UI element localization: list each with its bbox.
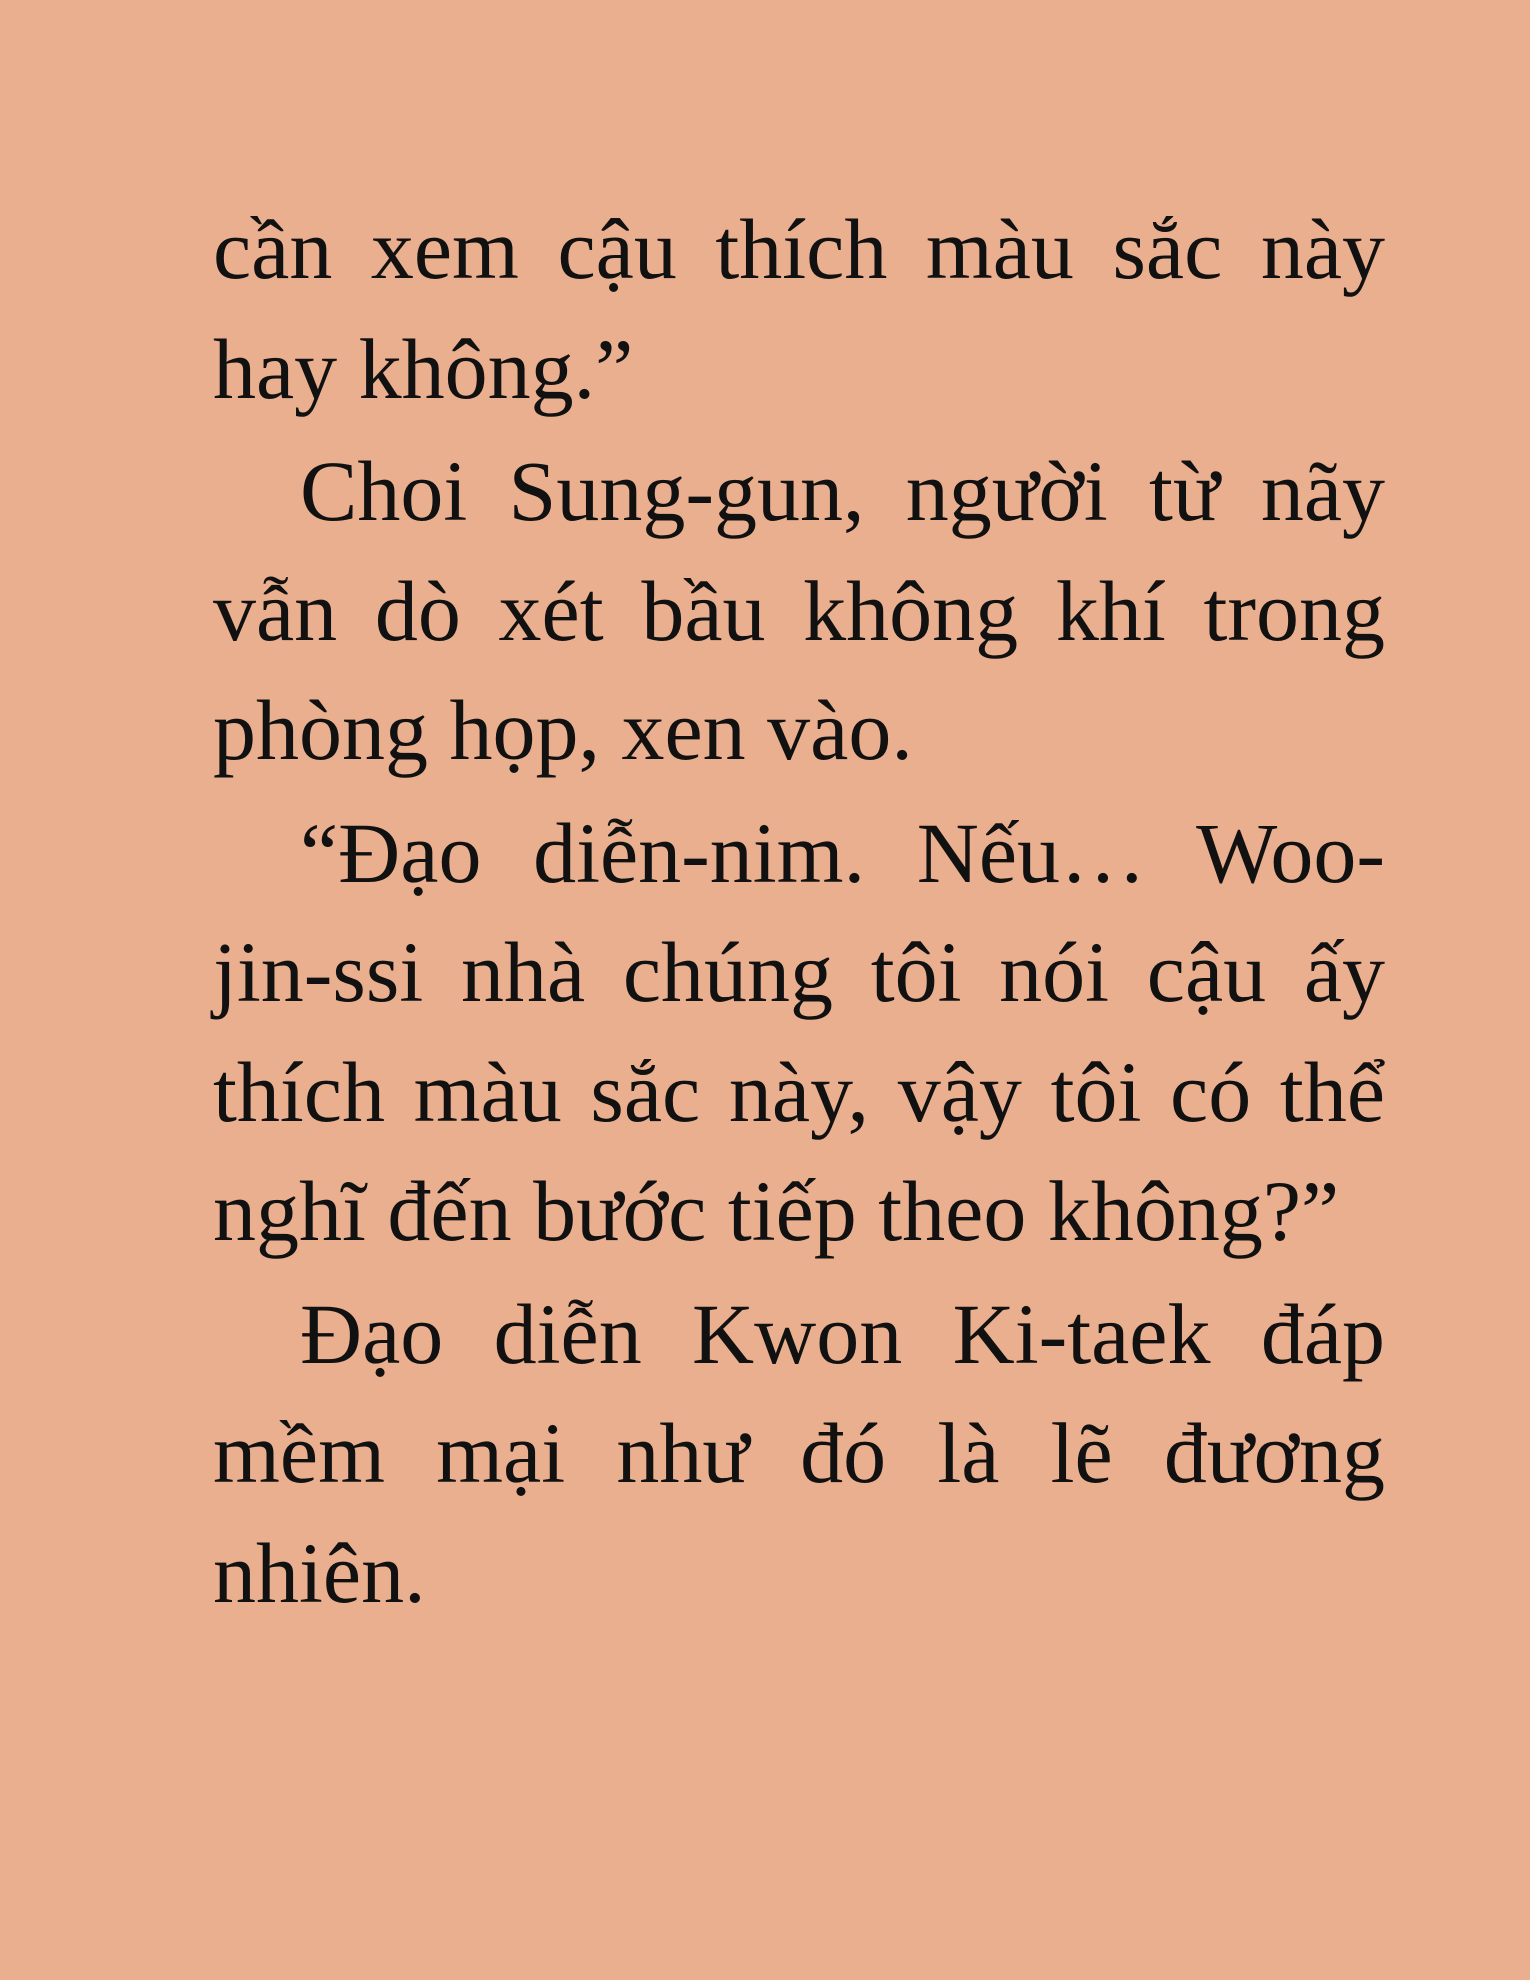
body-text xyxy=(213,190,1385,1633)
paragraph-3: “Đạo diễn-nim. Nếu… Woo-jin-ssi nhà chúng tôi nói cậu ấy thích màu sắc này, vậy tôi có thể nghĩ đến bước tiếp theo không?” xyxy=(213,804,1385,1259)
paragraph-2: Choi Sung-gun, người từ nãy vẫn dò xét bầu không khí trong phòng họp, xen vào. xyxy=(213,443,1385,778)
paragraph-4: Đạo diễn Kwon Ki-taek đáp mềm mại như đó là lẽ đương nhiên. xyxy=(213,1285,1385,1621)
paragraph-1: cần xem cậu thích màu sắc này hay không.” xyxy=(213,201,1385,417)
